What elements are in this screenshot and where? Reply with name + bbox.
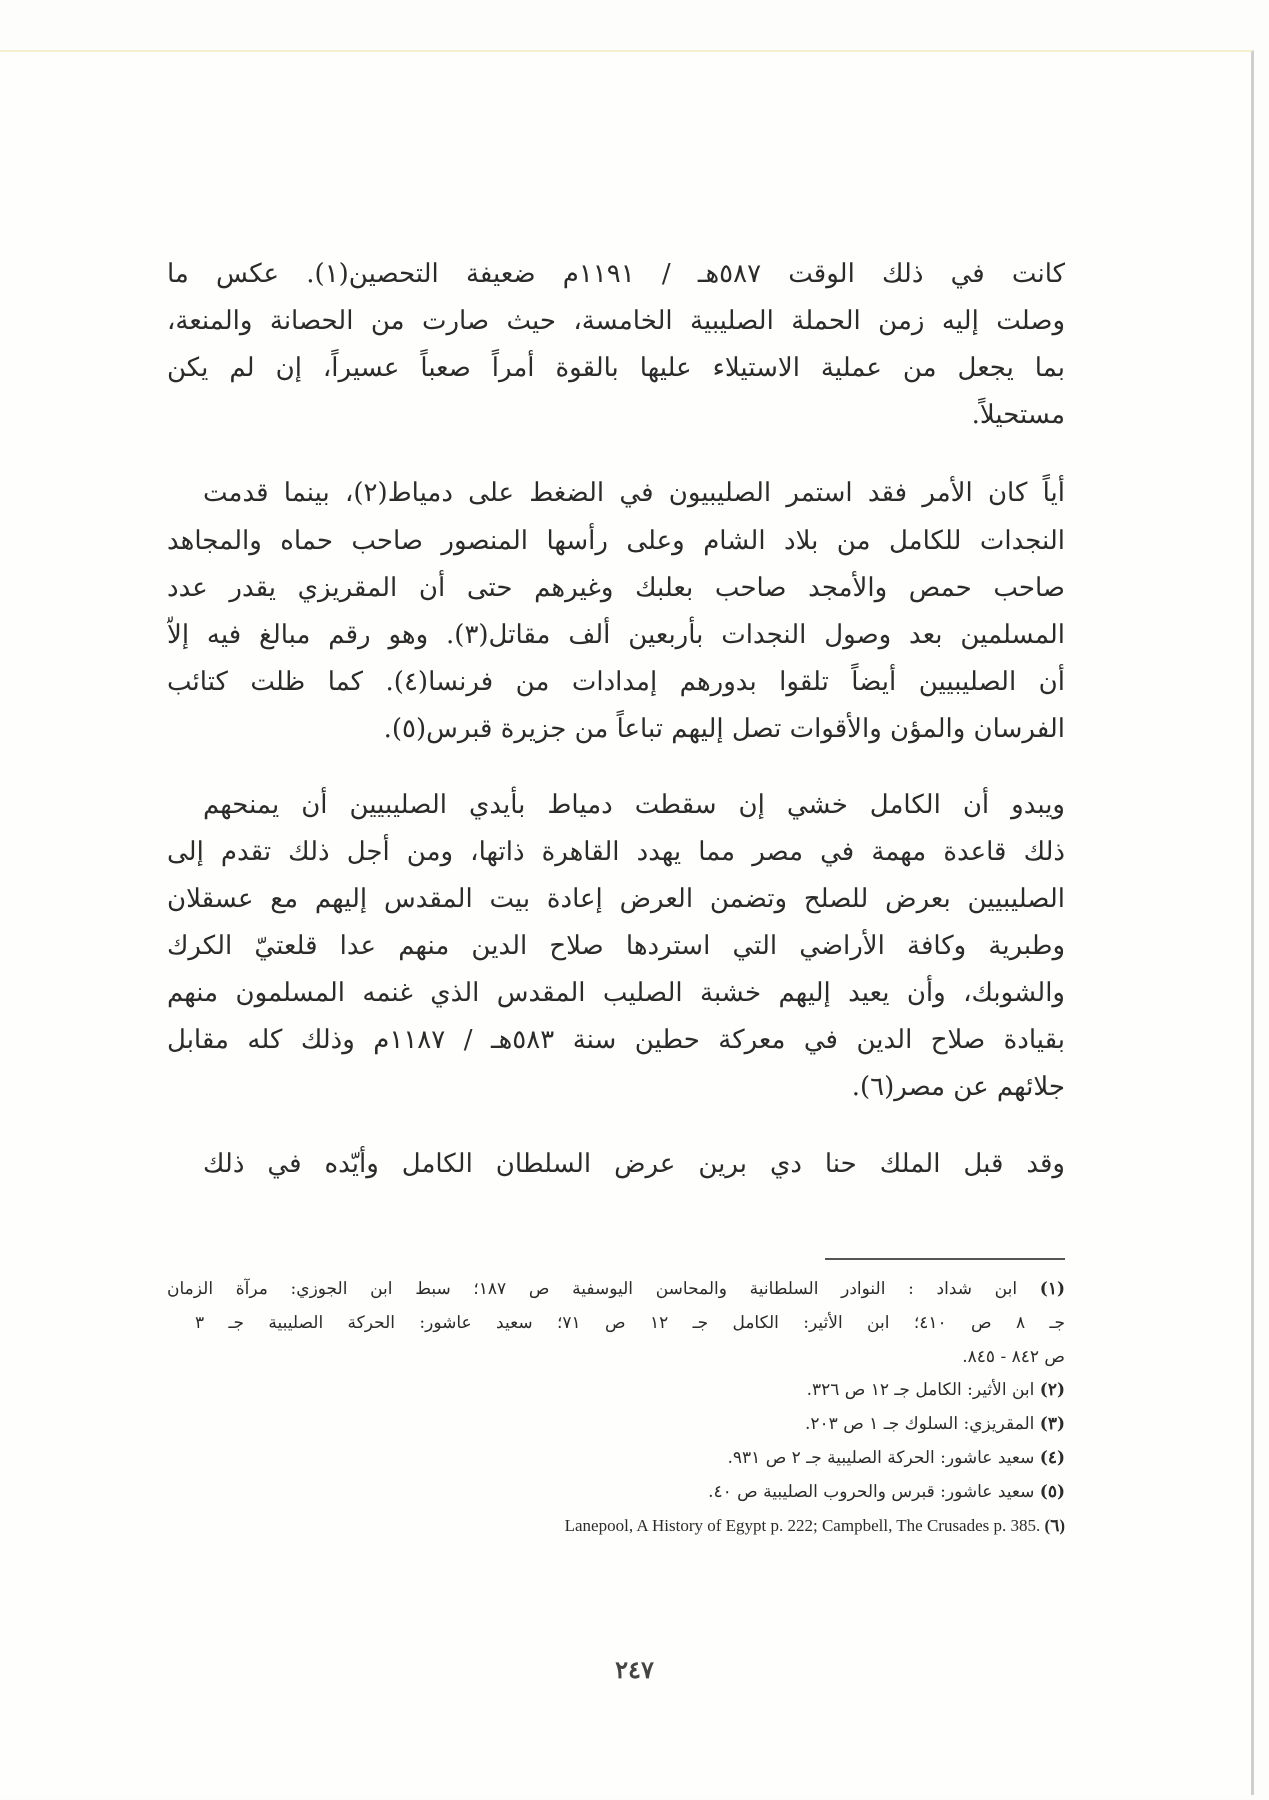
footnote-6-text: Lanepool, A History of Egypt p. 222; Campbell, The Crusades p. 385. [564,1516,1041,1535]
footnote-5-text: سعيد عاشور: قبرس والحروب الصليبية ص ٤٠. [708,1482,1035,1502]
paragraph-1-line-1: كانت في ذلك الوقت ٥٨٧هـ / ١١٩١م ضعيفة التحصين(١). عكس ما [167,259,1065,289]
paragraph-1-line-3: بما يجعل من عملية الاستيلاء عليها بالقوة أمراً صعباً عسيراً، إن لم يكن [167,353,1065,383]
paragraph-3-line-1: ويبدو أن الكامل خشي إن سقطت دمياط بأيدي الصليبيين أن يمنحهم [203,790,1065,820]
footnote-6-number: (٦) [1044,1516,1065,1535]
paragraph-3-line-7: جلائهم عن مصر(٦). [851,1072,1065,1102]
paragraph-3-line-4: وطبرية وكافة الأراضي التي استردها صلاح الدين منهم عدا قلعتيّ الكرك [167,931,1065,961]
footnote-2-number: (٢) [1039,1380,1065,1400]
footnote-separator [825,1258,1065,1260]
footnote-2-text: ابن الأثير: الكامل جـ ١٢ ص ٣٢٦. [806,1380,1035,1400]
book-page [0,50,1254,1795]
paragraph-2-line-3: صاحب حمص والأمجد صاحب بعلبك وغيرهم حتى أن المقريزي يقدر عدد [167,573,1065,603]
footnote-1-line-2: جـ ٨ ص ٤١٠؛ ابن الأثير: الكامل جـ ١٢ ص ٧١؛ سعيد عاشور: الحركة الصليبية جـ ٣ [195,1313,1065,1333]
footnote-6 [167,1511,1065,1541]
footnote-5 [167,1477,1065,1507]
footnote-1-number: (١) [1039,1279,1065,1299]
paragraph-3-line-2: ذلك قاعدة مهمة في مصر مما يهدد القاهرة ذاتها، ومن أجل ذلك تقدم إلى [167,837,1065,867]
paragraph-1-line-2: وصلت إليه زمن الحملة الصليبية الخامسة، حيث صارت من الحصانة والمنعة، [167,306,1065,336]
paragraph-2-line-4: المسلمين بعد وصول النجدات بأربعين ألف مقاتل(٣). وهو رقم مبالغ فيه إلاّ [167,620,1065,650]
footnote-1-line-3: ص ٨٤٢ - ٨٤٥. [962,1347,1065,1367]
paragraph-3-line-3: الصليبيين بعرض للصلح وتضمن العرض إعادة بيت المقدس إليهم مع عسقلان [167,884,1065,914]
page-number: ٢٤٧ [615,1655,654,1684]
paragraph-1-line-4: مستحيلاً. [971,400,1065,430]
footnote-3 [167,1409,1065,1439]
paragraph-2-line-1: أياً كان الأمر فقد استمر الصليبيون في الضغط على دمياط(٢)، بينما قدمت [203,478,1065,508]
footnote-3-text: المقريزي: السلوك جـ ١ ص ٢٠٣. [804,1414,1035,1434]
footnote-4 [167,1443,1065,1473]
footnote-1 [167,1274,1065,1304]
paragraph-3-line-5: والشوبك، وأن يعيد إليهم خشبة الصليب المقدس الذي غنمه المسلمون منهم [167,978,1065,1008]
footnote-4-number: (٤) [1039,1448,1065,1468]
paragraph-3-line-6: بقيادة صلاح الدين في معركة حطين سنة ٥٨٣هـ / ١١٨٧م وذلك كله مقابل [167,1025,1065,1055]
footnote-1-line-1: ابن شداد : النوادر السلطانية والمحاسن اليوسفية ص ١٨٧؛ سبط ابن الجوزي: مرآة الزمان [167,1279,1018,1299]
paragraph-4-line-1: وقد قبل الملك حنا دي برين عرض السلطان الكامل وأيّده في ذلك [203,1149,1065,1179]
paragraph-2-line-6: الفرسان والمؤن والأقوات تصل إليهم تباعاً من جزيرة قبرس(٥). [383,714,1065,744]
paragraph-2-line-2: النجدات للكامل من بلاد الشام وعلى رأسها المنصور صاحب حماه والمجاهد [167,526,1065,556]
footnote-3-number: (٣) [1039,1414,1065,1434]
paragraph-2-line-5: أن الصليبيين أيضاً تلقوا بدورهم إمدادات من فرنسا(٤). كما ظلت كتائب [167,667,1065,697]
footnote-4-text: سعيد عاشور: الحركة الصليبية جـ ٢ ص ٩٣١. [727,1448,1035,1468]
footnote-5-number: (٥) [1039,1482,1065,1502]
footnote-2 [167,1375,1065,1405]
